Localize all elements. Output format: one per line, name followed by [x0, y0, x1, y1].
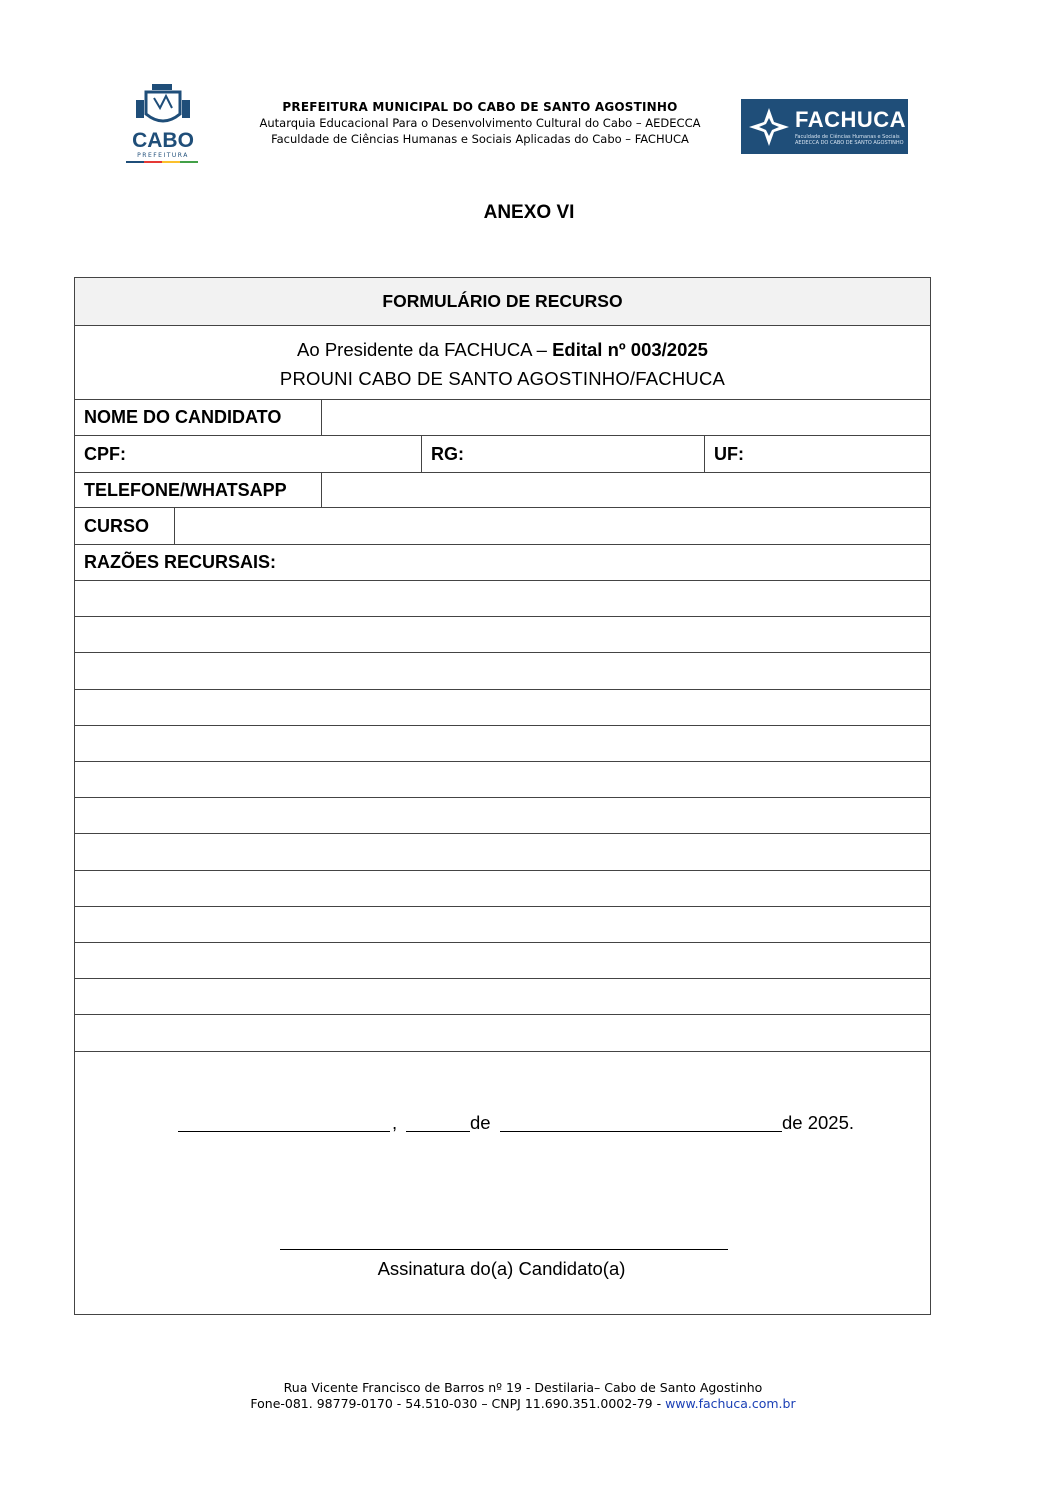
signature-line[interactable] [280, 1249, 728, 1250]
header-line-1: PREFEITURA MUNICIPAL DO CABO DE SANTO AGOSTINHO [282, 100, 678, 114]
reasons-line[interactable] [75, 581, 930, 617]
course-label: CURSO [84, 515, 150, 536]
name-row [75, 400, 930, 436]
reasons-line[interactable] [75, 1015, 930, 1051]
appeal-form [74, 277, 931, 1315]
website-link[interactable]: www.fachuca.com.br [665, 1396, 796, 1411]
edital-number: Edital nº 003/2025 [552, 339, 708, 360]
reasons-line[interactable] [75, 979, 930, 1015]
rg-field[interactable]: RG: [431, 443, 464, 464]
phone-label: TELEFONE/WHATSAPP [84, 479, 287, 500]
date-line [0, 1112, 1058, 1142]
cpf-field[interactable]: CPF: [84, 443, 126, 464]
reasons-header-row [75, 545, 930, 581]
course-row [75, 508, 930, 545]
uf-field[interactable]: UF: [714, 443, 744, 464]
addressee-row [75, 326, 930, 400]
addressee-line [75, 339, 930, 361]
name-label: NOME DO CANDIDATO [84, 407, 282, 427]
reasons-line[interactable] [75, 617, 930, 653]
form-title-row [75, 278, 930, 326]
date-comma: , [392, 1112, 398, 1133]
reasons-line[interactable] [75, 726, 930, 762]
form-title: FORMULÁRIO DE RECURSO [382, 291, 623, 311]
phone-field[interactable] [322, 473, 930, 507]
reasons-line[interactable] [75, 834, 930, 870]
phone-row [75, 473, 930, 508]
signature-label: Assinatura do(a) Candidato(a) [377, 1258, 626, 1279]
reasons-line[interactable] [75, 690, 930, 726]
institution-header [230, 99, 730, 147]
footer [0, 1380, 1046, 1412]
reasons-line[interactable] [75, 653, 930, 689]
program-line: PROUNI CABO DE SANTO AGOSTINHO/FACHUCA [279, 368, 726, 389]
header-line-3: Faculdade de Ciências Humanas e Sociais Aplicadas do Cabo – FACHUCA [271, 132, 689, 146]
header-line-2: Autarquia Educacional Para o Desenvolvimento Cultural do Cabo – AEDECCA [259, 116, 701, 130]
day-blank[interactable] [406, 1131, 470, 1132]
date-de: de [470, 1112, 491, 1133]
addressee-prefix: Ao Presidente da FACHUCA – [297, 339, 547, 360]
footer-contact [0, 1396, 1046, 1412]
fachuca-logo-subtext: Faculdade de Ciências Humanas e Sociais AEDECCA DO CABO DE SANTO AGOSTINHO [795, 134, 904, 146]
reasons-line[interactable] [75, 762, 930, 798]
reasons-line[interactable] [75, 943, 930, 979]
cabo-logo-text: CABO [132, 129, 194, 152]
reasons-line[interactable] [75, 798, 930, 834]
course-field[interactable] [175, 508, 930, 544]
reasons-line[interactable] [75, 907, 930, 943]
city-blank[interactable] [178, 1131, 390, 1132]
fachuca-logo [741, 99, 908, 154]
name-field[interactable] [322, 400, 930, 435]
footer-address: Rua Vicente Francisco de Barros nº 19 - Destilaria– Cabo de Santo Agostinho [283, 1380, 763, 1395]
fachuca-logo-text: FACHUCA [795, 107, 907, 132]
document-row [75, 436, 930, 473]
month-blank[interactable] [500, 1131, 782, 1132]
star-icon [747, 106, 791, 148]
date-year: de 2025. [782, 1112, 855, 1133]
reasons-line[interactable] [75, 871, 930, 907]
annex-title: ANEXO VI [483, 202, 575, 223]
cabo-logo [124, 84, 202, 166]
footer-contact-text: Fone-081. 98779-0170 - 54.510-030 – CNPJ 11.690.351.0002-79 - [250, 1396, 666, 1411]
cabo-logo-subtext: PREFEITURA [137, 152, 189, 159]
reasons-label: RAZÕES RECURSAIS: [84, 552, 277, 572]
